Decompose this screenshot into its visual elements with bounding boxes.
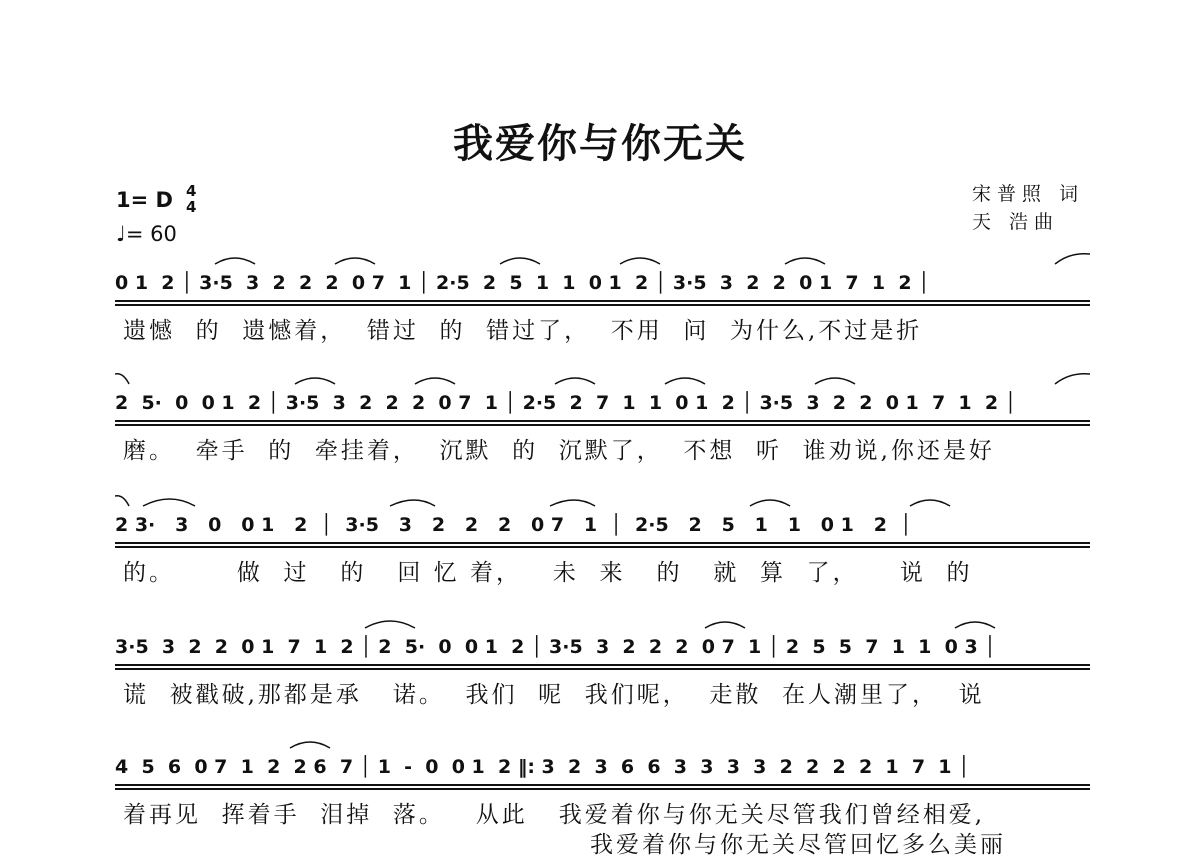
notation-line: 0 1 2 │ 3·5 3 2 2 2 0 7 1 │ 2·5 2 5 1 1 0 1 2 │ 3·5 3 2 2 0 1 7 1 2 │	[115, 266, 1090, 302]
notation-line: 2 3· 3 0 0 1 2 │ 3·5 3 2 2 2 0 7 1 │ 2·5 2 5 1 1 0 1 2 │	[115, 508, 1090, 544]
slur-marks	[115, 370, 1090, 386]
time-sig-top: 4	[186, 182, 197, 200]
key-signature: 1= D	[116, 188, 173, 212]
lyrics-line: 遗憾 的 遗憾着， 错过 的 错过了， 不用 问 为什么,不过是折	[123, 318, 923, 344]
lyrics-line: 谎 被戳破,那都是承 诺。 我们 呢 我们呢， 走散 在人潮里了， 说	[123, 682, 985, 708]
slur-marks	[115, 250, 1090, 266]
notation-line: 3·5 3 2 2 0 1 7 1 2 │ 2 5· 0 0 1 2 │ 3·5 3 2 2 2 0 7 1 │ 2 5 5 7 1 1 0 3 │	[115, 630, 1090, 666]
credits	[972, 180, 1084, 236]
song-title: 我爱你与你无关	[453, 120, 747, 167]
lyricist-credit: 宋普照 词	[972, 183, 1085, 205]
notation-line: 2 5· 0 0 1 2 │ 3·5 3 2 2 2 0 7 1 │ 2·5 2 7 1 1 0 1 2 │ 3·5 3 2 2 0 1 7 1 2 │	[115, 386, 1090, 422]
lyrics-line: 着再见 挥着手 泪掉 落。 从此 我爱着你与你无关尽管我们曾经相爱,	[123, 802, 986, 828]
time-signature	[186, 183, 196, 215]
tempo-marking: ♩= 60	[116, 222, 177, 246]
notation-line: 4 5 6 0 7 1 2 2 6 7 │ 1 - 0 0 1 2 ‖: 3 2 3 6 6 3 3 3 3 2 2 2 2 1 7 1 │	[115, 750, 1090, 786]
composer-credit: 天 浩曲	[972, 211, 1060, 233]
lyrics-line: 磨。 牵手 的 牵挂着， 沉默 的 沉默了， 不想 听 谁劝说,你还是好	[123, 438, 995, 464]
slur-marks	[115, 492, 1090, 508]
slur-marks	[115, 614, 1090, 630]
lyrics-line-2-partial: 我爱着你与你无关尽管回忆多么美丽	[590, 832, 1006, 858]
slur-marks	[115, 734, 1090, 750]
time-sig-bottom: 4	[186, 198, 197, 216]
lyrics-line: 的。 做 过 的 回 忆 着， 未 来 的 就 算 了， 说 的	[123, 560, 973, 586]
